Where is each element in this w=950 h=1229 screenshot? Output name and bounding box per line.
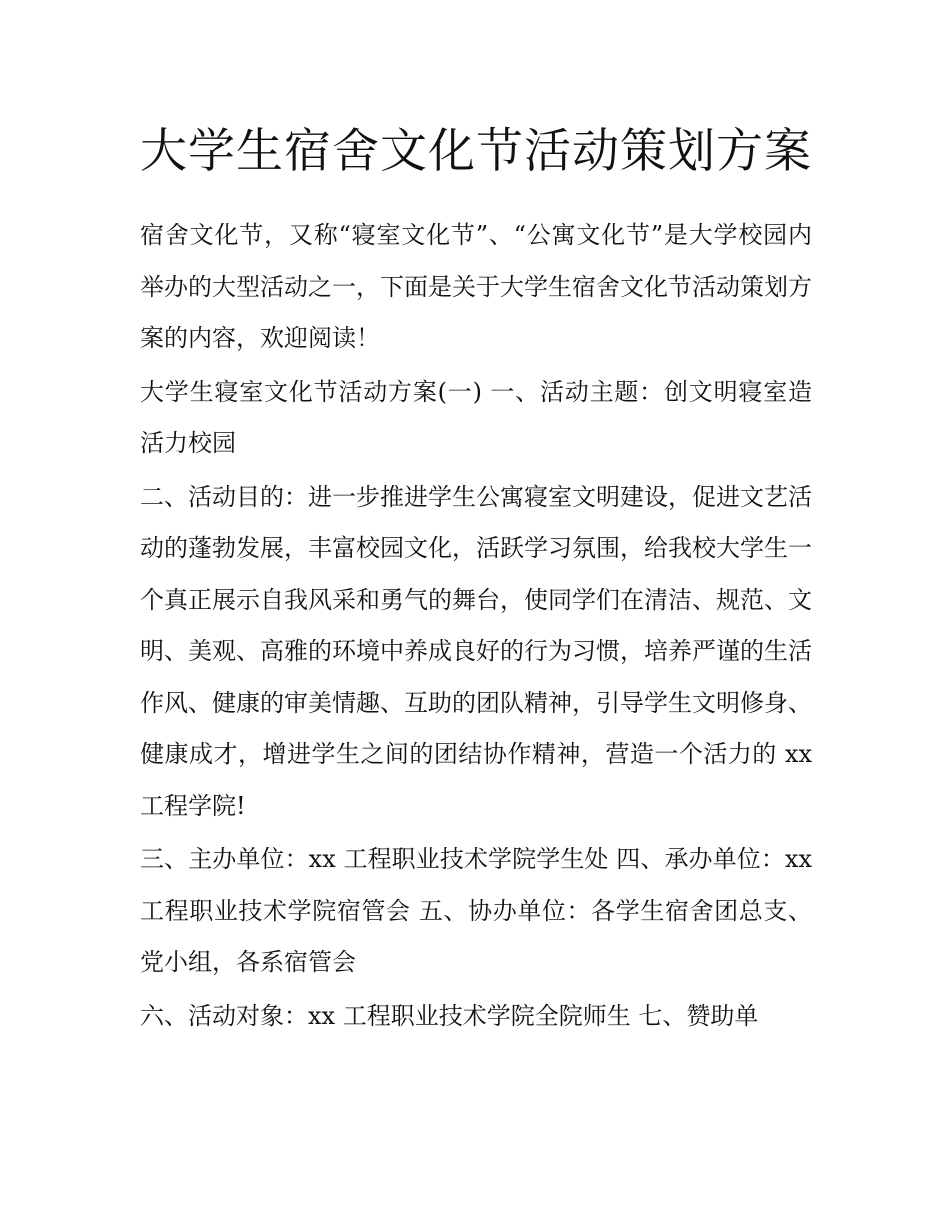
document-body	[140, 210, 812, 1042]
paragraph-purpose: 二、活动目的：进一步推进学生公寓寝室文明建设，促进文艺活动的蓬勃发展，丰富校园文化，活跃学习氛围，给我校大学生一个真正展示自我风采和勇气的舞台，使同学们在清洁、规范、文明、美观、高雅的环境中养成良好的行为习惯，培养严谨的生活作风、健康的审美情趣、互助的团队精神，引导学生文明修身、健康成才，增进学生之间的团结协作精神，营造一个活力的 xx 工程学院!	[140, 482, 812, 820]
paragraph-audience: 六、活动对象：xx 工程职业技术学院全院师生 七、赞助单	[140, 1001, 759, 1030]
document-page	[140, 0, 812, 1044]
paragraph-theme: 大学生寝室文化节活动方案(一) 一、活动主题：创文明寝室造活力校园	[140, 377, 812, 457]
paragraph-intro: 宿舍文化节，又称“寝室文化节”、“公寓文化节”是大学校园内举办的大型活动之一，下面是关于大学生宿舍文化节活动策划方案的内容，欢迎阅读！	[140, 221, 812, 352]
document-title: 大学生宿舍文化节活动策划方案	[140, 124, 812, 179]
paragraph-organizers: 三、主办单位：xx 工程职业技术学院学生处 四、承办单位：xx 工程职业技术学院宿管会 五、协办单位：各学生宿舍团总支、党小组，各系宿管会	[140, 845, 812, 976]
